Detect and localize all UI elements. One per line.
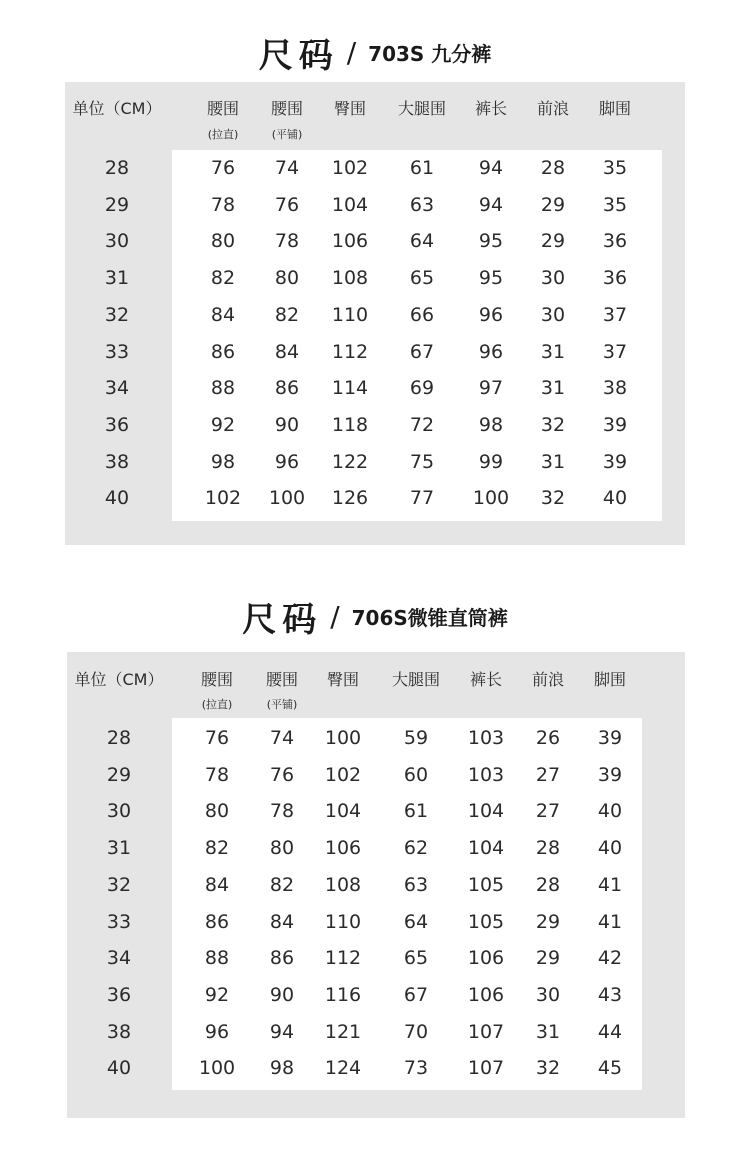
measurement-cell: 86: [204, 910, 230, 933]
column-header: 腰围: [200, 670, 234, 689]
measurement-cell: 32: [535, 1057, 561, 1080]
measurement-cell: 84: [269, 910, 295, 933]
measurement-cell: 112: [331, 340, 369, 363]
measurement-cell: 90: [274, 413, 300, 436]
measurement-cell: 37: [602, 340, 628, 363]
size-label-cell: 28: [104, 157, 130, 179]
measurement-cell: 26: [535, 727, 561, 749]
measurement-cell: 106: [467, 983, 505, 1006]
measurement-cell: 97: [478, 377, 504, 400]
measurement-cell: 82: [274, 303, 300, 326]
measurement-cell: 65: [403, 947, 429, 970]
measurement-cell: 45: [597, 1057, 623, 1080]
measurement-cell: 70: [403, 1020, 429, 1043]
measurement-cell: 60: [403, 763, 429, 786]
measurement-cell: 80: [204, 800, 230, 823]
size-label-cell: 40: [106, 1057, 132, 1080]
measurement-cell: 90: [269, 983, 295, 1006]
measurement-cell: 75: [409, 450, 435, 473]
measurement-cell: 77: [409, 487, 435, 510]
measurement-cell: 74: [269, 727, 295, 749]
measurement-cell: 32: [540, 487, 566, 510]
measurement-cell: 100: [198, 1057, 236, 1080]
measurement-cell: 99: [478, 450, 504, 473]
measurement-cell: 82: [210, 267, 236, 290]
title-main: 尺码: [258, 36, 339, 76]
measurement-cell: 40: [602, 487, 628, 510]
size-label-cell: 38: [106, 1020, 132, 1043]
measurement-cell: 72: [409, 413, 435, 436]
measurement-cell: 37: [602, 303, 628, 326]
measurement-cell: 124: [324, 1057, 362, 1080]
measurement-cell: 88: [210, 377, 236, 400]
measurement-cell: 39: [597, 727, 623, 749]
measurement-cell: 86: [274, 377, 300, 400]
measurement-cell: 74: [274, 157, 300, 179]
measurement-cell: 39: [602, 450, 628, 473]
measurement-cell: 31: [540, 340, 566, 363]
measurement-cell: 78: [269, 800, 295, 823]
measurement-cell: 112: [324, 947, 362, 970]
measurement-cell: 94: [478, 193, 504, 216]
size-label-cell: 33: [104, 340, 130, 363]
measurement-cell: 110: [331, 303, 369, 326]
measurement-cell: 96: [478, 340, 504, 363]
measurement-cell: 106: [331, 230, 369, 253]
measurement-cell: 121: [324, 1020, 362, 1043]
measurement-cell: 29: [535, 910, 561, 933]
measurement-cell: 35: [602, 193, 628, 216]
measurement-cell: 61: [403, 800, 429, 823]
size-label-cell: 29: [104, 193, 130, 216]
measurement-cell: 103: [467, 727, 505, 749]
measurement-cell: 80: [210, 230, 236, 253]
measurement-cell: 38: [602, 377, 628, 400]
measurement-cell: 95: [478, 267, 504, 290]
size-label-cell: 29: [106, 763, 132, 786]
column-header: 臀围: [326, 670, 360, 689]
measurement-cell: 107: [467, 1020, 505, 1043]
measurement-cell: 32: [540, 413, 566, 436]
measurement-cell: 39: [602, 413, 628, 436]
title-model: 703S 九分裤: [368, 42, 492, 66]
measurement-cell: 126: [331, 487, 369, 510]
measurement-cell: 86: [210, 340, 236, 363]
measurement-cell: 28: [535, 837, 561, 860]
measurement-cell: 106: [467, 947, 505, 970]
column-header: 大腿围: [391, 670, 441, 689]
measurement-cell: 104: [324, 800, 362, 823]
measurement-cell: 102: [331, 157, 369, 179]
measurement-cell: 31: [540, 377, 566, 400]
title-slash: /: [346, 36, 357, 69]
measurement-cell: 76: [210, 157, 236, 179]
measurement-cell: 94: [269, 1020, 295, 1043]
size-label-cell: 34: [106, 947, 132, 970]
measurement-cell: 84: [204, 873, 230, 896]
measurement-cell: 82: [269, 873, 295, 896]
measurement-cell: 108: [324, 873, 362, 896]
column-header: 前浪: [536, 99, 570, 118]
column-header: 大腿围: [397, 99, 447, 118]
measurement-cell: 35: [602, 157, 628, 179]
measurement-cell: 27: [535, 800, 561, 823]
measurement-cell: 67: [409, 340, 435, 363]
measurement-cell: 64: [403, 910, 429, 933]
column-header: 腰围: [270, 99, 304, 118]
measurement-cell: 44: [597, 1020, 623, 1043]
column-header: 裤长: [474, 99, 508, 118]
measurement-cell: 100: [268, 487, 306, 510]
measurement-cell: 105: [467, 910, 505, 933]
measurement-cell: 65: [409, 267, 435, 290]
measurement-cell: 100: [472, 487, 510, 510]
measurement-cell: 76: [274, 193, 300, 216]
measurement-cell: 105: [467, 873, 505, 896]
measurement-cell: 110: [324, 910, 362, 933]
measurement-cell: 80: [269, 837, 295, 860]
measurement-cell: 43: [597, 983, 623, 1006]
measurement-cell: 96: [274, 450, 300, 473]
measurement-cell: 66: [409, 303, 435, 326]
measurement-cell: 88: [204, 947, 230, 970]
measurement-cell: 59: [403, 727, 429, 749]
column-header: 腰围: [206, 99, 240, 118]
column-header: 单位（CM）: [72, 99, 162, 118]
measurement-cell: 104: [331, 193, 369, 216]
title-slash: /: [330, 600, 340, 633]
measurement-cell: 36: [602, 267, 628, 290]
measurement-cell: 92: [204, 983, 230, 1006]
measurement-cell: 63: [409, 193, 435, 216]
measurement-cell: 67: [403, 983, 429, 1006]
column-header: 臀围: [333, 99, 367, 118]
measurement-cell: 78: [204, 763, 230, 786]
size-label-cell: 31: [104, 267, 130, 290]
column-header: 前浪: [531, 670, 565, 689]
measurement-cell: 30: [535, 983, 561, 1006]
measurement-cell: 76: [269, 763, 295, 786]
measurement-cell: 92: [210, 413, 236, 436]
measurement-cell: 102: [324, 763, 362, 786]
size-label-cell: 38: [104, 450, 130, 473]
measurement-cell: 78: [274, 230, 300, 253]
measurement-cell: 40: [597, 800, 623, 823]
size-label-cell: 32: [104, 303, 130, 326]
measurement-cell: 116: [324, 983, 362, 1006]
measurement-cell: 28: [540, 157, 566, 179]
measurement-cell: 84: [210, 303, 236, 326]
measurement-cell: 31: [535, 1020, 561, 1043]
measurement-cell: 86: [269, 947, 295, 970]
measurement-cell: 104: [467, 800, 505, 823]
column-subheader: (拉直): [207, 128, 239, 141]
measurement-cell: 95: [478, 230, 504, 253]
measurement-cell: 29: [535, 947, 561, 970]
measurement-cell: 61: [409, 157, 435, 179]
measurement-cell: 80: [274, 267, 300, 290]
measurement-cell: 73: [403, 1057, 429, 1080]
size-label-cell: 40: [104, 487, 130, 510]
measurement-cell: 63: [403, 873, 429, 896]
size-label-cell: 32: [106, 873, 132, 896]
measurement-cell: 96: [204, 1020, 230, 1043]
size-label-cell: 36: [104, 413, 130, 436]
measurement-cell: 29: [540, 230, 566, 253]
measurement-cell: 69: [409, 377, 435, 400]
measurement-cell: 36: [602, 230, 628, 253]
measurement-cell: 28: [535, 873, 561, 896]
size-label-cell: 30: [104, 230, 130, 253]
measurement-cell: 78: [210, 193, 236, 216]
measurement-cell: 94: [478, 157, 504, 179]
measurement-cell: 104: [467, 837, 505, 860]
measurement-cell: 76: [204, 727, 230, 749]
measurement-cell: 31: [540, 450, 566, 473]
measurement-cell: 98: [210, 450, 236, 473]
column-header: 脚围: [598, 99, 632, 118]
column-header: 裤长: [469, 670, 503, 689]
column-subheader: (平铺): [271, 128, 303, 141]
measurement-cell: 30: [540, 303, 566, 326]
measurement-cell: 114: [331, 377, 369, 400]
measurement-cell: 98: [269, 1057, 295, 1080]
column-header: 脚围: [593, 670, 627, 689]
measurement-cell: 62: [403, 837, 429, 860]
measurement-cell: 30: [540, 267, 566, 290]
measurement-cell: 41: [597, 873, 623, 896]
measurement-cell: 40: [597, 837, 623, 860]
measurement-cell: 29: [540, 193, 566, 216]
column-header: 腰围: [265, 670, 299, 689]
measurement-cell: 82: [204, 837, 230, 860]
measurement-cell: 103: [467, 763, 505, 786]
column-header: 单位（CM）: [74, 670, 164, 689]
size-label-cell: 28: [106, 727, 132, 749]
measurement-cell: 102: [204, 487, 242, 510]
measurement-cell: 118: [331, 413, 369, 436]
measurement-cell: 96: [478, 303, 504, 326]
size-label-cell: 36: [106, 983, 132, 1006]
measurement-cell: 100: [324, 727, 362, 749]
size-label-cell: 30: [106, 800, 132, 823]
size-label-cell: 34: [104, 377, 130, 400]
measurement-cell: 41: [597, 910, 623, 933]
measurement-cell: 108: [331, 267, 369, 290]
measurement-cell: 122: [331, 450, 369, 473]
column-subheader: (平铺): [266, 698, 298, 711]
size-label-cell: 33: [106, 910, 132, 933]
measurement-cell: 98: [478, 413, 504, 436]
title-main: 尺码: [242, 600, 323, 640]
measurement-cell: 42: [597, 947, 623, 970]
measurement-cell: 27: [535, 763, 561, 786]
measurement-cell: 106: [324, 837, 362, 860]
measurement-cell: 84: [274, 340, 300, 363]
measurement-cell: 39: [597, 763, 623, 786]
title-model: 706S微锥直筒裤: [351, 606, 508, 630]
table-title: [0, 592, 750, 641]
size-label-cell: 31: [106, 837, 132, 860]
column-subheader: (拉直): [201, 698, 233, 711]
measurement-cell: 64: [409, 230, 435, 253]
measurement-cell: 107: [467, 1057, 505, 1080]
